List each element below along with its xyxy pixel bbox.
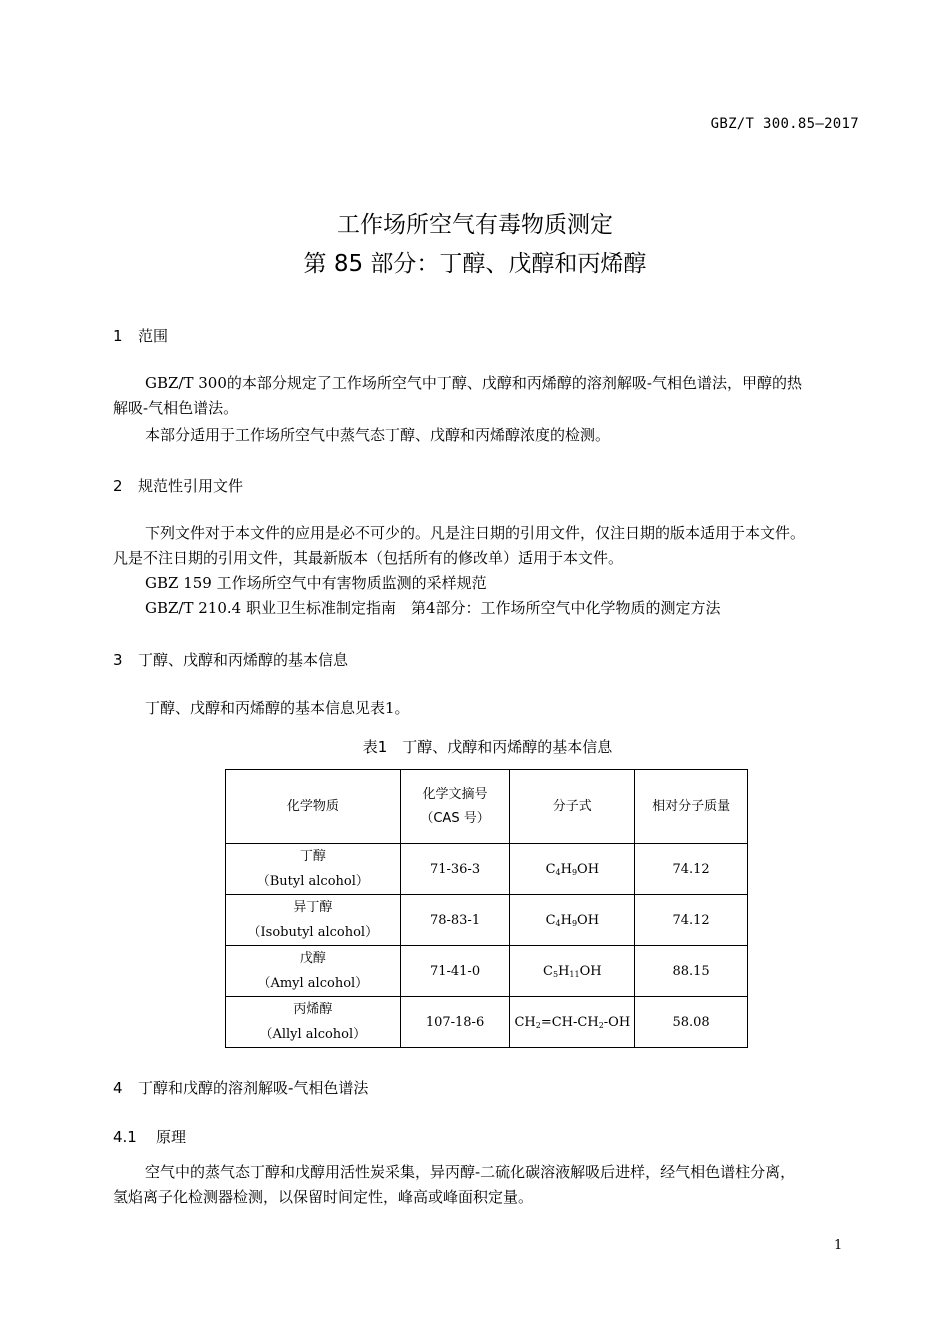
chemical-name-cn: 异丁醇 xyxy=(293,900,333,915)
chemical-cell xyxy=(226,946,401,997)
chemical-name-cn: 丁醇 xyxy=(299,849,326,864)
section-2-paragraph-1 xyxy=(113,521,873,571)
formula-cell: $C_4H_9OH$ xyxy=(510,844,635,895)
page-number: 1 xyxy=(834,1238,843,1253)
cas-cell: 71-36-3 xyxy=(400,844,510,895)
section-title: 规范性引用文件 xyxy=(138,477,244,495)
section-3-paragraph-1: 丁醇、戊醇和丙烯醇的基本信息见表1。 xyxy=(145,699,410,717)
section-title: 丁醇、戊醇和丙烯醇的基本信息 xyxy=(138,651,349,669)
chemical-cell xyxy=(226,997,401,1048)
section-1-paragraph-2: 本部分适用于工作场所空气中蒸气态丁醇、戊醇和丙烯醇浓度的检测。 xyxy=(145,426,611,444)
chemical-cell xyxy=(226,895,401,946)
paragraph-line: 下列文件对于本文件的应用是必不可少的。凡是注日期的引用文件，仅注日期的版本适用于本文件。 xyxy=(145,524,806,542)
cas-cell: 71-41-0 xyxy=(400,946,510,997)
reference-gbz-159: GBZ 159 工作场所空气中有害物质监测的采样规范 xyxy=(145,574,487,592)
chemical-name-cn: 丙烯醇 xyxy=(293,1002,333,1017)
section-title: 原理 xyxy=(156,1128,187,1146)
molecular-weight-cell: 88.15 xyxy=(635,946,748,997)
formula-cell: $C_5H_{11}OH$ xyxy=(510,946,635,997)
section-3-heading xyxy=(113,649,348,670)
document-title-line-2: 第 85 部分：丁醇、戊醇和丙烯醇 xyxy=(303,251,647,277)
header-cas-line-2: （CAS 号） xyxy=(420,810,490,826)
paragraph-line: 空气中的蒸气态丁醇和戊醇用活性炭采集，异丙醇-二硫化碳溶液解吸后进样，经气相色谱柱分离， xyxy=(145,1163,796,1181)
chemical-name-cn: 戊醇 xyxy=(299,951,326,966)
header-formula: 分子式 xyxy=(510,770,635,844)
header-chemical: 化学物质 xyxy=(226,770,401,844)
table-row xyxy=(226,895,748,946)
section-2-heading xyxy=(113,475,243,496)
header-cas-line-1: 化学文摘号 xyxy=(422,786,488,802)
table-row xyxy=(226,844,748,895)
paragraph-line: 凡是不注日期的引用文件，其最新版本（包括所有的修改单）适用于本文件。 xyxy=(113,549,624,567)
section-title: 丁醇和戊醇的溶剂解吸-气相色谱法 xyxy=(138,1079,369,1097)
section-title: 范围 xyxy=(138,327,169,345)
table-row xyxy=(226,946,748,997)
chemical-name-en: （Allyl alcohol） xyxy=(259,1027,367,1042)
molecular-weight-cell: 74.12 xyxy=(635,844,748,895)
table-row xyxy=(226,997,748,1048)
formula-cell: $CH_2=CH-CH_2-OH$ xyxy=(510,997,635,1048)
basic-info-table xyxy=(225,769,748,1048)
reference-gbz-t-210-4: GBZ/T 210.4 职业卫生标准制定指南 第4部分：工作场所空气中化学物质的测定方法 xyxy=(145,599,721,617)
section-number: 2 xyxy=(113,477,123,495)
paragraph-line: 解吸-气相色谱法。 xyxy=(113,399,239,417)
section-number: 4 xyxy=(113,1079,123,1097)
section-4-1-paragraph-1 xyxy=(113,1160,873,1210)
cas-cell: 78-83-1 xyxy=(400,895,510,946)
cas-cell: 107-18-6 xyxy=(400,997,510,1048)
document-title-line-1: 工作场所空气有毒物质测定 xyxy=(337,212,613,238)
chemical-name-en: （Isobutyl alcohol） xyxy=(247,925,379,940)
section-4-heading xyxy=(113,1077,368,1098)
section-1-heading xyxy=(113,325,168,346)
paragraph-line: 氢焰离子化检测器检测，以保留时间定性，峰高或峰面积定量。 xyxy=(113,1188,534,1206)
section-number: 4.1 xyxy=(113,1128,137,1146)
paragraph-line: GBZ/T 300的本部分规定了工作场所空气中丁醇、戊醇和丙烯醇的溶剂解吸-气相色谱法，甲醇的热 xyxy=(145,374,802,392)
table-header-row xyxy=(226,770,748,844)
section-4-1-heading xyxy=(113,1126,186,1147)
molecular-weight-cell: 74.12 xyxy=(635,895,748,946)
section-number: 3 xyxy=(113,651,123,669)
molecular-weight-cell: 58.08 xyxy=(635,997,748,1048)
chemical-name-en: （Butyl alcohol） xyxy=(256,874,369,889)
document-code: GBZ/T 300.85—2017 xyxy=(710,116,859,132)
header-cas xyxy=(400,770,510,844)
chemical-name-en: （Amyl alcohol） xyxy=(257,976,369,991)
section-1-paragraph-1 xyxy=(113,371,873,421)
formula-cell: $C_4H_9OH$ xyxy=(510,895,635,946)
table-caption: 表1 丁醇、戊醇和丙烯醇的基本信息 xyxy=(362,738,613,756)
chemical-cell xyxy=(226,844,401,895)
header-molecular-weight: 相对分子质量 xyxy=(635,770,748,844)
section-number: 1 xyxy=(113,327,123,345)
